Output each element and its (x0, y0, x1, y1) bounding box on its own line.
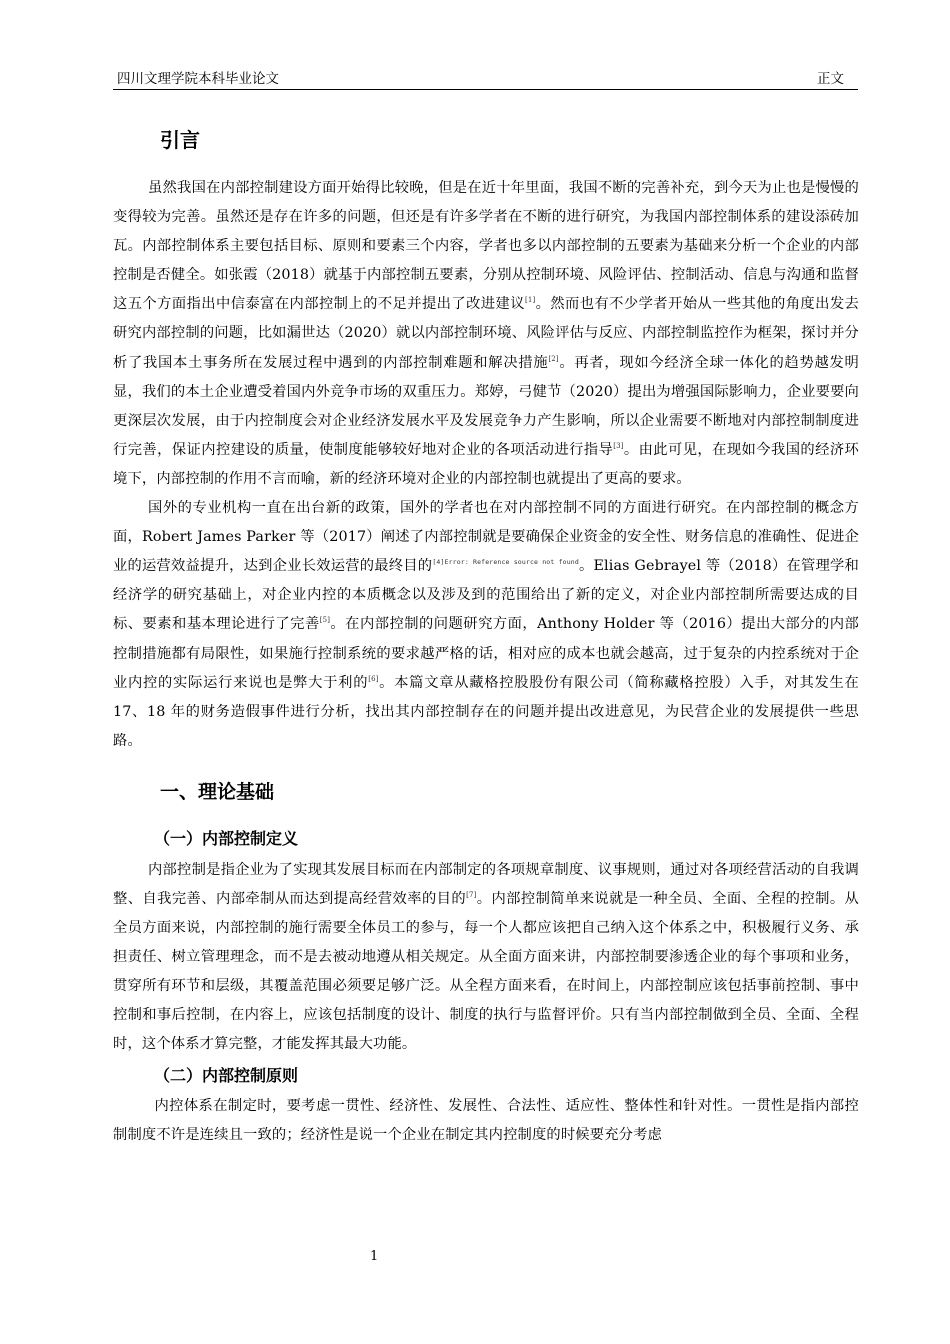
text-span: 。然而也有不少学者开始从一些其他的角度出发去研究内部控制的问题，比如漏世达（2020）就以内部控制环境、风险评估与反应、内部控制监控作为框架，探讨并分析了我国本土事务所在发展过程中遇到的内部控制难题和解决措施 (113, 296, 859, 371)
text-span: 内部控制是指企业为了实现其发展目标而在内部制定的各项规章制度、议事规则，通过对各项经营活动的自我调整、自我完善、内部牵制从而达到提高经营效率的目的 (113, 861, 859, 907)
text-span: 。在内部控制的问题研究方面，Anthony Holder 等（2016）提出大部分的内部控制措施都有局限性，如果施行控制系统的要求越严格的话，相对应的成本也就会越高，过于复杂的内控系统对于企业内控的实际运行来说也是弊大于利的 (113, 616, 859, 691)
header-school-name: 四川文理学院本科毕业论文 (117, 71, 279, 87)
text-span: 。再者，现如今经济全球一体化的趋势越发明显，我们的本土企业遭受着国内外竞争市场的双重压力。郑婷，弓健节（2020）提出为增强国际影响力，企业要要向更深层次发展，由于内控制度会对企业经济发展水平及发展竞争力产生影响，所以企业需要不断地对内部控制制度进行完善，保证内控建设的质量，使制度能够较好地对企业的各项活动进行指导 (113, 354, 859, 458)
header-section-name: 正文 (817, 71, 844, 87)
subsection-2-heading: （二）内部控制原则 (154, 1065, 299, 1085)
citation-7: [7] (466, 890, 477, 899)
text-span: 。内部控制简单来说就是一种全员、全面、全程的控制。从全员方面来说，内部控制的施行需要全体员工的参与，每一个人都应该把自己纳入这个体系之中，积极履行义务、承担责任、树立管理理念，而不是去被动地遵从相关规定。从全面方面来讲，内部控制要渗透企业的每个事项和业务，贯穿所有环节和层级，其覆盖范围必须要足够广泛。从全程方面来看，在时间上，内部控制应该包括事前控制、事中控制和事后控制，在内容上，应该包括制度的设计、制度的执行与监督评价。只有当内部控制做到全员、全面、全程时，这个体系才算完整，才能发挥其最大功能。 (113, 890, 859, 1053)
citation-4-error: [4]Error: Reference source not found (432, 558, 579, 567)
citation-3: [3] (613, 441, 624, 450)
citation-6: [6] (368, 674, 379, 683)
section-1-heading: 一、理论基础 (160, 780, 275, 803)
text-span: 。本篇文章从藏格控股股份有限公司（简称藏格控股）入手，对其发生在 17、18 年的财务造假事件进行分析，找出其内部控制存在的问题并提出改进意见，为民营企业的发展提供一些思路。 (113, 674, 859, 749)
principles-paragraph (113, 1092, 859, 1150)
citation-2: [2] (548, 354, 559, 363)
text-span: 。Elias Gebrayel 等（2018）在管理学和经济学的研究基础上，对企业内控的本质概念以及涉及到的范围给出了新的定义，对企业内部控制所需要达成的目标、要素和基本理论进行了完善 (113, 558, 859, 633)
page-body (113, 120, 859, 1150)
subsection-1-heading: （一）内部控制定义 (154, 828, 299, 848)
intro-paragraph-1 (113, 174, 859, 494)
text-span: 内控体系在制定时，要考虑一贯性、经济性、发展性、合法性、适应性、整体性和针对性。一贯性是指内部控制制度不许是连续且一致的；经济性是说一个企业在制定其内控制度的时候要充分考虑 (113, 1097, 859, 1143)
text-span: 国外的专业机构一直在出台新的政策，国外的学者也在对内部控制不同的方面进行研究。在内部控制的概念方面，Robert James Parker 等（2017）阐述了内部控制就是要确保企业资金的安全性、财务信息的准确性、促进企业的运营效益提升，达到企业长效运营的最终目的 (113, 500, 859, 575)
page-number: 1 (370, 1249, 379, 1264)
page-header (113, 67, 858, 90)
intro-paragraph-2 (113, 494, 859, 756)
text-span: 虽然我国在内部控制建设方面开始得比较晚，但是在近十年里面，我国不断的完善补充，到今天为止也是慢慢的变得较为完善。虽然还是存在许多的问题，但还是有许多学者在不断的进行研究，为我国内部控制体系的建设添砖加瓦。内部控制体系主要包括目标、原则和要素三个内容，学者也多以内部控制的五要素为基础来分析一个企业的内部控制是否健全。如张霞（2018）就基于内部控制五要素，分别从控制环境、风险评估、控制活动、信息与沟通和监督这五个方面指出中信泰富在内部控制上的不足并提出了改进建议 (113, 180, 859, 313)
citation-5: [5] (319, 616, 331, 625)
definition-paragraph (113, 856, 859, 1060)
intro-heading: 引言 (160, 128, 200, 152)
citation-1: [1] (524, 296, 536, 305)
text-span: 。由此可见，在现如今我国的经济环境下，内部控制的作用不言而喻，新的经济环境对企业的内部控制也就提出了更高的要求。 (113, 441, 859, 487)
